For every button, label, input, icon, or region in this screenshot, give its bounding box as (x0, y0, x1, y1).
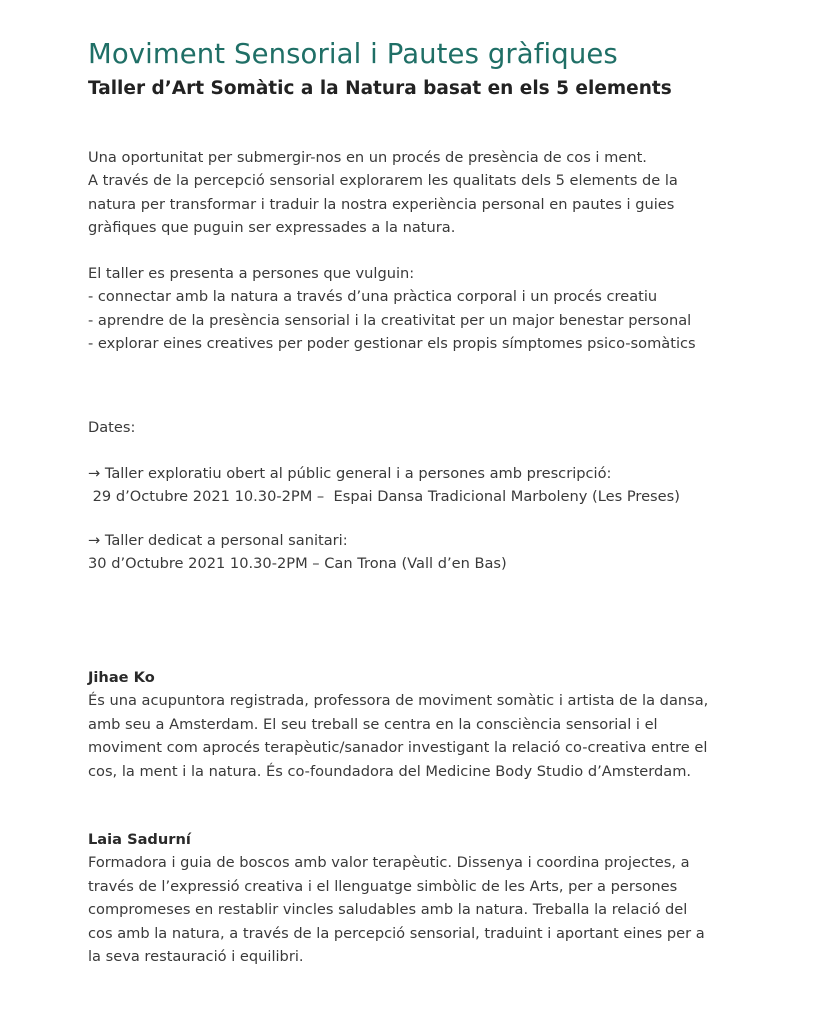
date-entry (88, 462, 680, 509)
intro-line: A través de la percepció sensorial explorarem les qualitats dels 5 elements de la (88, 172, 678, 190)
date-detail: 29 d’Octubre 2021 10.30-2PM – Espai Dansa Tradicional Marboleny (Les Preses) (88, 488, 680, 506)
intro-line: Una oportunitat per submergir-nos en un procés de presència de cos i ment. (88, 149, 647, 166)
bio-line: amb seu a Amsterdam. El seu treball se centra en la consciència sensorial i el (88, 715, 658, 733)
bio-line: cos, la ment i la natura. És co-foundadora del Medicine Body Studio d’Amsterdam. (88, 762, 692, 780)
page-subtitle: Taller d’Art Somàtic a la Natura basat en els 5 elements (88, 78, 672, 99)
audience-item: - explorar eines creatives per poder gestionar els propis símptomes psico-somàtics (88, 335, 696, 353)
bio-line: cos amb la natura, a través de la percepció sensorial, traduint i aportant eines per a (88, 924, 705, 942)
bio-name: Laia Sadurní (88, 831, 191, 848)
audience-intro: El taller es presenta a persones que vulguin: (88, 265, 415, 282)
bio-line: través de l’expressió creativa i el llenguatge simbòlic de les Arts, per a persones (88, 877, 678, 895)
intro-line: natura per transformar i traduir la nostra experiència personal en pautes i guies (88, 195, 675, 213)
bio-line: la seva restauració i equilibri. (88, 948, 304, 966)
dates-label: Dates: (88, 419, 136, 436)
audience-item: - connectar amb la natura a través d’una pràctica corporal i un procés creatiu (88, 288, 658, 306)
date-detail: 30 d’Octubre 2021 10.30-2PM – Can Trona (Vall d’en Bas) (88, 555, 507, 573)
bio-laia-sadurni (88, 828, 705, 968)
intro-line: gràfiques que puguin ser expressades a la natura. (88, 219, 456, 237)
bio-line: compromeses en restablir vincles saludables amb la natura. Treballa la relació del (88, 901, 688, 919)
audience-list (88, 262, 696, 356)
bio-name: Jihae Ko (88, 669, 155, 686)
date-entry (88, 529, 507, 576)
bio-jihae-ko (88, 666, 708, 783)
date-heading: → Taller exploratiu obert al públic general i a persones amb prescripció: (88, 465, 612, 482)
intro-paragraph (88, 146, 678, 240)
page-title: Moviment Sensorial i Pautes gràfiques (88, 38, 618, 70)
date-heading: → Taller dedicat a personal sanitari: (88, 532, 348, 549)
audience-item: - aprendre de la presència sensorial i la creativitat per un major benestar personal (88, 311, 692, 329)
bio-line: És una acupuntora registrada, professora de moviment somàtic i artista de la dansa, (88, 692, 709, 710)
bio-line: moviment com aprocés terapèutic/sanador investigant la relació co-creativa entre el (88, 739, 708, 757)
bio-line: Formadora i guia de boscos amb valor terapèutic. Dissenya i coordina projectes, a (88, 854, 690, 872)
document-page (88, 36, 808, 966)
